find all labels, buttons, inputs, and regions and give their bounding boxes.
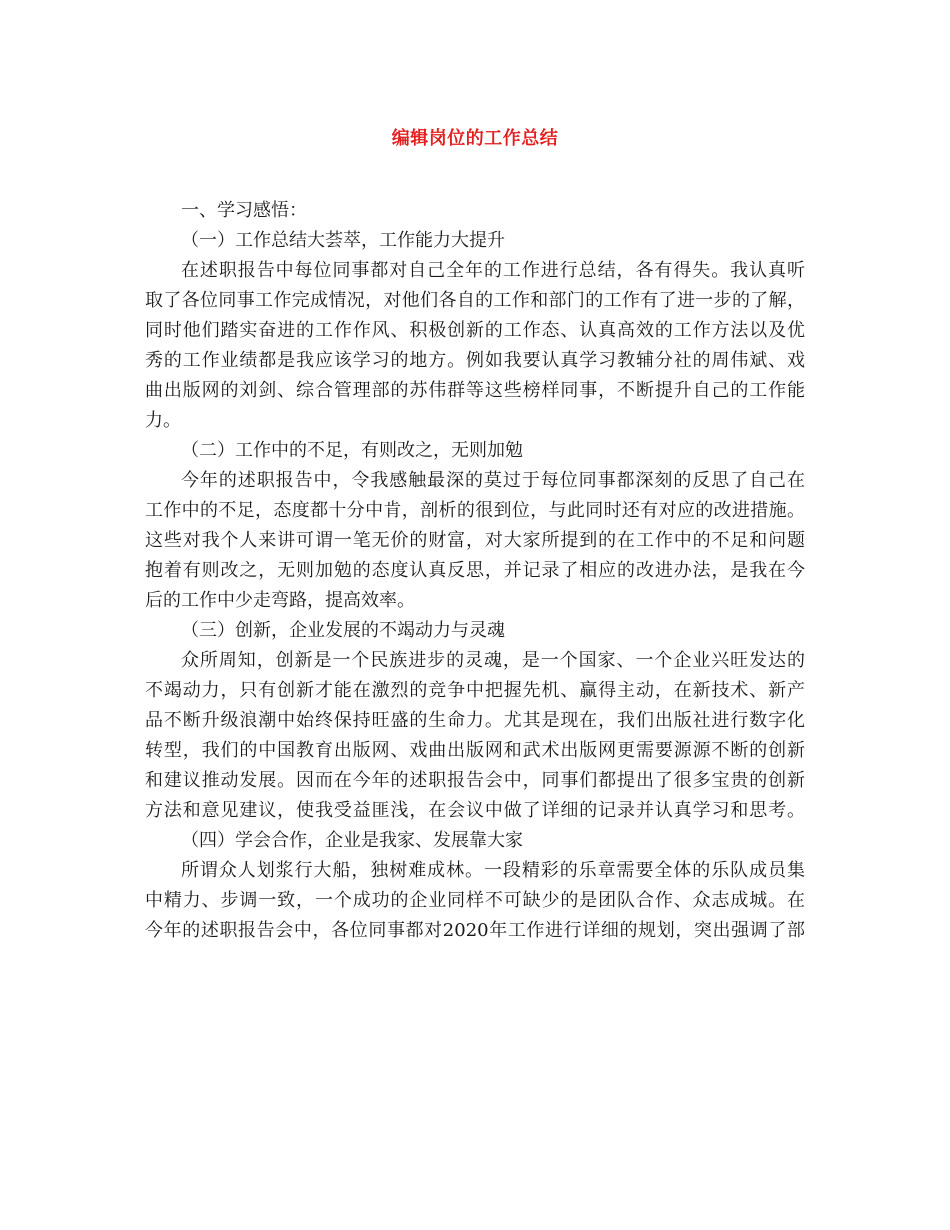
paragraph-line: 后的工作中少走弯路，提高效率。	[145, 590, 415, 611]
paragraph-line: 和建议推动发展。因而在今年的述职报告会中，同事们都提出了很多宝贵的创新	[145, 770, 805, 791]
paragraph-line: 今年的述职报告中，令我感触最深的莫过于每位同事都深刻的反思了自己在	[181, 470, 805, 491]
paragraph-line: 这些对我个人来讲可谓一笔无价的财富，对大家所提到的在工作中的不足和问题	[145, 530, 805, 551]
subsection-heading: （一）工作总结大荟萃，工作能力大提升	[181, 230, 505, 251]
paragraph-line: 抱着有则改之，无则加勉的态度认真反思，并记录了相应的改进办法，是我在今	[145, 560, 805, 581]
subsection-heading: （三）创新，企业发展的不竭动力与灵魂	[181, 620, 505, 641]
document-title: 编辑岗位的工作总结	[391, 128, 559, 149]
paragraph-line: 同时他们踏实奋进的工作作风、积极创新的工作态、认真高效的工作方法以及优	[145, 320, 805, 341]
paragraph-line: 中精力、步调一致，一个成功的企业同样不可缺少的是团队合作、众志成城。在	[145, 890, 805, 911]
paragraph-line: 方法和意见建议，使我受益匪浅，在会议中做了详细的记录并认真学习和思考。	[145, 800, 805, 821]
paragraph-line: 秀的工作业绩都是我应该学习的地方。例如我要认真学习教辅分社的周伟斌、戏	[145, 350, 805, 371]
subsection-heading: （二）工作中的不足，有则改之，无则加勉	[181, 440, 523, 461]
paragraph-line: 取了各位同事工作完成情况，对他们各自的工作和部门的工作有了进一步的了解，	[145, 290, 805, 311]
paragraph-line: 转型，我们的中国教育出版网、戏曲出版网和武术出版网更需要源源不断的创新	[145, 740, 805, 761]
paragraph-line: 工作中的不足，态度都十分中肯，剖析的很到位，与此同时还有对应的改进措施。	[145, 500, 805, 521]
paragraph-line: 品不断升级浪潮中始终保持旺盛的生命力。尤其是现在，我们出版社进行数字化	[145, 710, 805, 731]
paragraph-line: 众所周知，创新是一个民族进步的灵魂，是一个国家、一个企业兴旺发达的	[181, 650, 805, 671]
paragraph-line: 今年的述职报告会中，各位同事都对2020年工作进行详细的规划，突出强调了部	[145, 920, 805, 941]
subsection-heading: （四）学会合作，企业是我家、发展靠大家	[181, 830, 523, 851]
document-body	[145, 196, 805, 946]
section-heading: 一、学习感悟：	[181, 200, 307, 221]
paragraph-line: 所谓众人划浆行大船，独树难成林。一段精彩的乐章需要全体的乐队成员集	[181, 860, 805, 881]
paragraph-line: 力。	[145, 410, 181, 431]
paragraph-line: 曲出版网的刘剑、综合管理部的苏伟群等这些榜样同事，不断提升自己的工作能	[145, 380, 805, 401]
paragraph-line: 不竭动力，只有创新才能在激烈的竞争中把握先机、赢得主动，在新技术、新产	[145, 680, 805, 701]
paragraph-line: 在述职报告中每位同事都对自己全年的工作进行总结，各有得失。我认真听	[181, 260, 805, 281]
